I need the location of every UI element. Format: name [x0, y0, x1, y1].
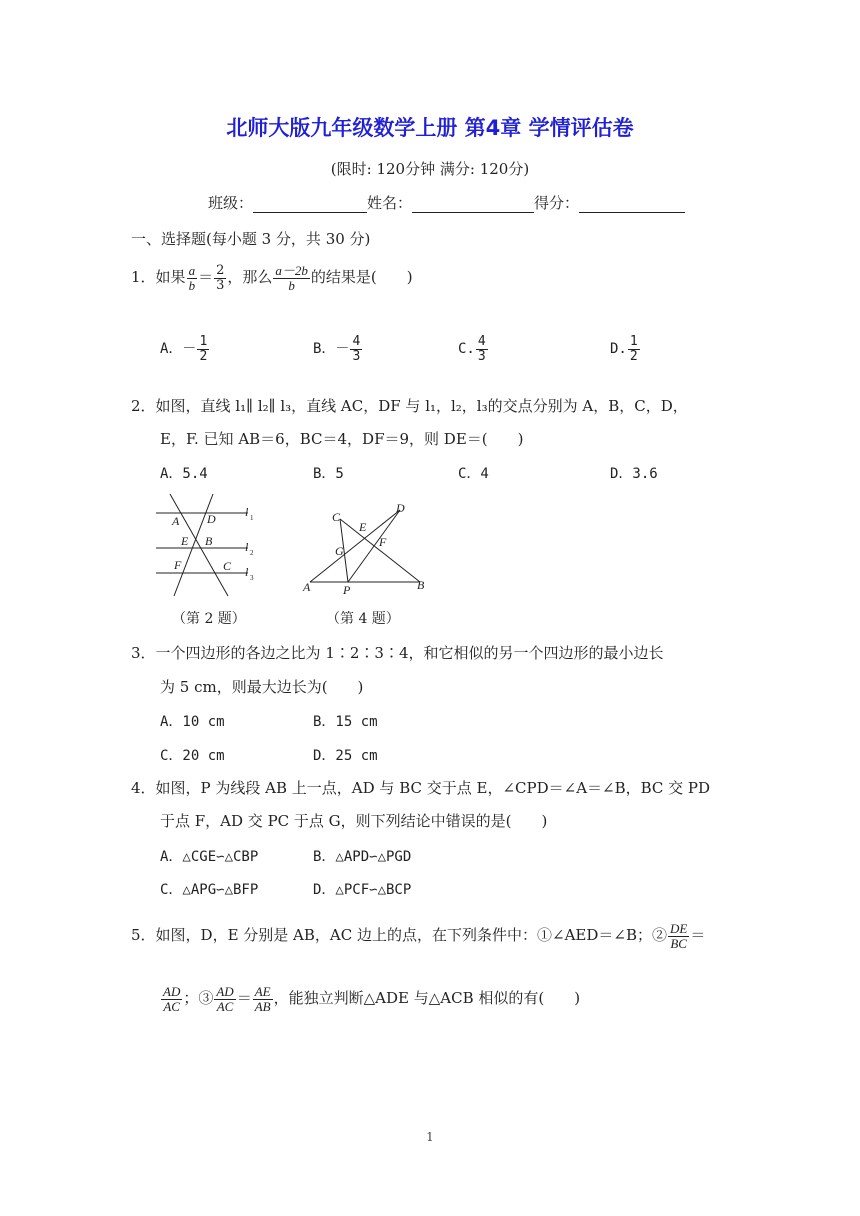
q1-c-n: 4: [477, 334, 486, 349]
q4-option-d[interactable]: D．△PCF∽△BCP: [313, 882, 412, 898]
fraction-ad-over-ac: [161, 985, 182, 1013]
label-d: D: [207, 512, 216, 526]
class-blank[interactable]: [253, 212, 367, 213]
label-e: E: [181, 534, 189, 548]
q5-f2d: AC: [163, 998, 180, 1014]
q5-f4n: AE: [254, 984, 271, 999]
q1-f2d: 3: [216, 277, 225, 293]
q4-option-b[interactable]: B．△APD∽△PGD: [313, 849, 412, 865]
label-a: A: [172, 514, 180, 528]
q1-option-a[interactable]: [160, 335, 210, 363]
q1-b-frac: [350, 335, 362, 363]
question-3-line-1: [131, 642, 664, 663]
question-number: 4．: [131, 779, 156, 797]
student-info-row: [208, 192, 685, 213]
label-l1-sub: 1: [250, 514, 254, 522]
score-blank[interactable]: [579, 212, 685, 213]
q1-f3d: b: [288, 277, 295, 293]
q1-d-label: D.: [610, 341, 627, 358]
class-label: 班级：: [208, 194, 254, 212]
label-c: C: [223, 559, 232, 573]
label-b: B: [205, 534, 213, 548]
q1-text-3: 的结果是( ): [310, 268, 413, 287]
score-label: 得分：: [534, 194, 580, 212]
q4-option-c[interactable]: C．△APG∽△BFP: [160, 882, 259, 898]
q1-b-d: 3: [352, 348, 361, 364]
name-blank[interactable]: [412, 212, 534, 213]
segment-bc: [340, 519, 420, 582]
q2-option-c[interactable]: C．4: [458, 466, 489, 482]
q1-f1n: a: [188, 263, 196, 278]
question-number: 1．: [131, 268, 156, 287]
q1-d-d: 2: [629, 348, 638, 364]
q3-option-a[interactable]: A．10 cm: [160, 714, 225, 730]
q1-c-d: 3: [477, 348, 486, 364]
q5-sep: ；③: [183, 989, 214, 1008]
label-g: G: [335, 544, 344, 558]
fraction-a-over-b: [187, 264, 198, 292]
q1-option-c[interactable]: [458, 335, 489, 363]
question-5-line-2: [160, 985, 580, 1013]
q1-f2n: 2: [216, 263, 225, 278]
section-heading: 一、选择题(每小题 3 分，共 30 分): [131, 230, 371, 248]
label-l2-sub: 2: [250, 549, 254, 557]
label-l2: l: [245, 540, 249, 554]
q3-option-d[interactable]: D．25 cm: [313, 748, 378, 764]
question-2-line-2: E，F. 已知 AB＝6，BC＝4，DF＝9，则 DE＝( ): [160, 430, 524, 448]
q1-b-n: 4: [352, 334, 361, 349]
q2-text-1: 如图，直线 l₁∥ l₂∥ l₃，直线 AC，DF 与 l₁，l₂，l₃的交点分别为 A，B，C，D，: [155, 397, 688, 415]
question-4-line-2: 于点 F，AD 交 PC 于点 G，则下列结论中错误的是( ): [160, 812, 548, 830]
label-f: F: [174, 558, 182, 572]
label-l3-sub: 3: [250, 574, 254, 582]
name-label: 姓名：: [367, 194, 413, 212]
label-l3: l: [245, 565, 249, 579]
q3-text-1: 一个四边形的各边之比为 1∶2∶3∶4，和它相似的另一个四边形的最小边长: [155, 644, 664, 662]
figure-2-parallel-lines: [150, 492, 270, 598]
fraction-ad-over-ac-2: [214, 985, 235, 1013]
fraction-de-over-bc: [668, 922, 689, 950]
question-number: 3．: [131, 644, 156, 662]
q5-f1n: DE: [669, 921, 688, 936]
question-4-line-1: [131, 777, 710, 798]
time-score-limits: (限时: 120分钟 满分: 120分): [330, 160, 530, 178]
page-number: 1: [426, 1130, 434, 1144]
q1-a-label: A．－: [160, 341, 197, 358]
label-e: E: [359, 520, 367, 534]
q4-text-1: 如图，P 为线段 AB 上一点，AD 与 BC 交于点 E，∠CPD＝∠A＝∠B，BC 交 PD: [155, 779, 711, 797]
q2-option-d[interactable]: D．3.6: [610, 466, 658, 482]
q1-text-1: 如果: [155, 268, 186, 287]
q1-text-2: ，那么: [227, 268, 273, 287]
fraction-2-over-3: [214, 264, 226, 292]
q1-c-frac: [476, 335, 488, 363]
q3-option-c[interactable]: C．20 cm: [160, 748, 225, 764]
question-number: 2．: [131, 397, 156, 415]
q1-f1d: b: [188, 277, 196, 293]
q1-a-n: 1: [199, 334, 208, 349]
figure-4-triangle: [298, 500, 440, 598]
question-2-line-1: [131, 395, 688, 416]
q3-option-b[interactable]: B．15 cm: [313, 714, 378, 730]
question-1: [131, 264, 413, 292]
label-c: C: [332, 510, 341, 524]
q5-f3n: AD: [216, 984, 234, 999]
question-number: 5．: [131, 926, 156, 945]
q5-f3d: AC: [216, 998, 234, 1014]
q4-option-a[interactable]: A．△CGE∽△CBP: [160, 849, 259, 865]
question-3-line-2: 为 5 cm，则最大边长为( ): [160, 678, 364, 696]
q2-option-a[interactable]: A．5.4: [160, 466, 208, 482]
label-b: B: [417, 578, 425, 592]
line-ac: [170, 494, 228, 596]
q5-text-2: ，能独立判断△ADE 与△ACB 相似的有( ): [273, 989, 581, 1008]
q5-eq: ＝: [690, 926, 706, 945]
q1-b-label: B．－: [313, 341, 350, 358]
q1-a-d: 2: [199, 348, 208, 364]
q1-d-frac: [628, 335, 640, 363]
label-f: F: [379, 535, 387, 549]
q1-eq: ＝: [198, 268, 214, 287]
label-d: D: [396, 501, 405, 515]
q1-option-d[interactable]: [610, 335, 641, 363]
question-5-line-1: [131, 922, 705, 950]
q5-f4d: AB: [254, 998, 271, 1014]
q5-f2n: AD: [163, 984, 181, 999]
q1-c-label: C.: [458, 341, 475, 358]
figure-2-caption: （第 2 题）: [172, 611, 246, 627]
label-a: A: [303, 580, 311, 594]
q1-f3n: a－2b: [275, 263, 308, 278]
q5-f1d: BC: [670, 935, 687, 951]
q1-d-n: 1: [629, 334, 638, 349]
fraction-ae-over-ab: [253, 985, 273, 1013]
figure-4-caption: （第 4 题）: [326, 611, 400, 627]
q1-a-frac: [197, 335, 209, 363]
fraction-expression: [273, 264, 310, 292]
q2-option-b[interactable]: B．5: [313, 466, 344, 482]
label-l1: l: [245, 505, 249, 519]
q5-eq-2: ＝: [236, 989, 252, 1008]
label-p: P: [343, 583, 351, 597]
page-title: 北师大版九年级数学上册 第4章 学情评估卷: [226, 116, 634, 140]
q5-text-1: 如图，D，E 分别是 AB，AC 边上的点，在下列条件中：①∠AED＝∠B；②: [155, 926, 667, 945]
q1-option-b[interactable]: [313, 335, 363, 363]
segment-ad: [310, 510, 400, 582]
